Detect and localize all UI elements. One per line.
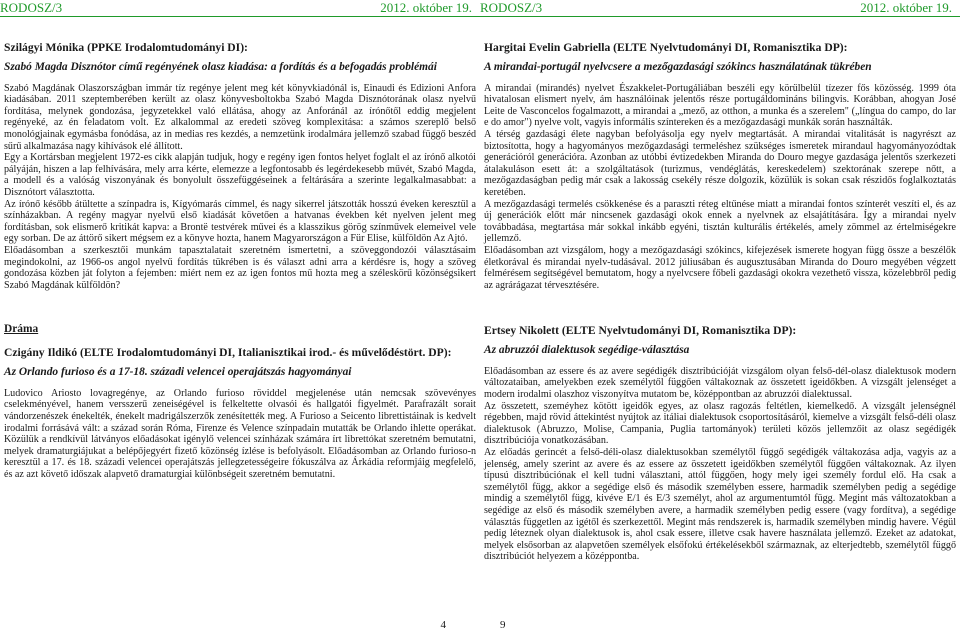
author-heading: Ertsey Nikolett (ELTE Nyelvtudományi DI, Romanisztika DP): <box>484 324 797 338</box>
author-heading: Czigány Ildikó (ELTE Irodalomtudományi DI, Italianisztikai irod.- és művelődéstört. DP): <box>4 346 452 360</box>
abstract-paragraph: Az előadás gerincét a felső-déli-olasz dialektusokban személytől függő segédigék váltakozása adja, vagyis az a jelenség, amely szerint az avere és az essere az összetett igeidőkben személytől függően váltakoznak. Az ilyen típusú disztribúciónak el kell tudni választani, attól függően, hogy mely igei személy fordul elő. Ha csak a személytől függ, akkor a segédige első és második személyben essere, harmadik személyben pedig a segédige mindig a személytől függ, kivéve E/1 és E/3 személyt, ahol az argumentumtól függ. Megint más változatokban a segédige az első és második személyben avere, a harmadik személyben pedig essere (vagy fordítva), a segédige választás független az igétől és szerkezettől. Megint más rendszerek is, harmadik személyben mindig havere. Végül pedig léteznek olyan dialektusok is, ahol csak essere, illetve csak havere használata jellemző. Ezeket az adatokat, melyek elsősorban az alapvetően személyek elsőfokú értékelésekből származnak, az elterjedtebb, személytől függő disztribúciót helyezem a középpontba. <box>484 447 956 563</box>
section-heading: Dráma <box>4 323 39 336</box>
abstract-paragraph: A mirandai (mirandés) nyelvet Északkelet-Portugáliában beszéli egy körülbelül tízezer fős közösség. 1999 óta hivatalosan elismert nyelv, ám használóinak jelentős része portugáldomináns bilingvis. Korábban, ahogyan José Leite de Vasconcelos fogalmazott, a mirandai a „mező, az otthon, a munka és a szerelem" („língua do campo, do lar e do amor") nyelve volt, vagyis informális színtereken és a mezőgazdasági munkák során használták. <box>484 82 956 129</box>
header-date: 2012. október 19. <box>380 0 472 15</box>
page-number: 4 <box>440 619 446 631</box>
abstract-paragraph: Az írónő később átültette a színpadra is, Kígyómarás címmel, és nagy sikerrel játszották hosszú éveken keresztül a színházakban. A regény magyar nyelvű első kiadását követően a hatvanas években két nyelven jelent meg fordításban, sok elismerő kritikát kapva: a Brontë testvérek művei és a klasszikus görög színművek elemeivel vele egy sorban. De az áttörő sikert mégsem ez a könyve hozta, hanem Magyarországon a Für Elise, külföldön Az Ajtó. <box>4 198 476 245</box>
abstract-paragraph: Előadásomban azt vizsgálom, hogy a mezőgazdasági szókincs, kifejezések ismerete hogyan függ össze a beszélők életkorával és mirandai nyelv-tudásával. 2012 júliusában és augusztusában Miranda do Douro megyében végzett felmérésem segítségével bemutatom, hogy a nyelvcsere főbeli gazdasági okokra vezethető vissza, közelebbről pedig az agrárágazat térvesztésére. <box>484 244 956 291</box>
header-journal: RODOSZ/3 <box>480 0 543 15</box>
running-header <box>480 0 960 17</box>
left-content <box>0 34 480 481</box>
abstract-paragraph: A térség gazdasági élete nagyban befolyásolja egy nyelv megtartását. A mirandai vitalitását is nagyrészt az biztosította, hogy a hagyományos mezőgazdasági termeléshez szükséges ismeretek mirandaul hagyományozódtak generációról generációra. Azonban az utóbbi évtizedekben Miranda do Douro megye gazdasága jelentős szerkezeti átalakuláson esett át: a szolgáltatások (turizmus, vendéglátás, kereskedelem) szektorának szerepe nőtt, a mezőgazdaságban pedig már csak a lakosság csekély része dolgozik, közülük is sokan csak részidős foglalkoztatás keretében. <box>484 128 956 198</box>
right-page <box>480 0 960 635</box>
abstract-paragraph: A mezőgazdasági termelés csökkenése és a paraszti réteg eltűnése miatt a mirandai fontos színterét veszíti el, és az új generációk előtt már nincsenek gazdasági okok ennek a nyelvnek az elsajátítására. Így a mirandai nyelv továbbadása, megtartása már sokkal inkább egyéni, tisztán kulturális értékelés, amely zömmel az értelmiségekre jellemző. <box>484 198 956 245</box>
abstract-paragraph: Az összetett, szeméyhez kötött igeidők egyes, az olasz ragozás feltétlen, kiemelkedő. A vizsgált jelenségnél régebben, majd rövid áttekintést nyújtok az itáliai dialektusok csoportosításáról, kiemelve a vizsgált felső-déli olasz dialektusok (Abruzzo, Molise, Campania, Puglia tartományok) területi közös jellemzőit az olasz segédigék disztribúciója vonatkozásában. <box>484 400 956 447</box>
header-journal: RODOSZ/3 <box>0 0 63 15</box>
abstract-paragraph: Előadásomban az essere és az avere segédigék disztribúcióját vizsgálom olyan felső-dél-olasz dialektusok modern változataiban, amelyekben ezek személytől függően váltakoznak az összetett igeidőkben. A vizsgált jelenséget a modern irodalmi olaszhoz viszonyítva mutatom be, középpontban az abruzzói dialektussal. <box>484 365 956 401</box>
author-heading: Hargitai Evelin Gabriella (ELTE Nyelvtudományi DI, Romanisztika DP): <box>484 41 848 54</box>
right-content <box>480 34 960 563</box>
abstract-paragraph: Ludovico Ariosto lovagregénye, az Orlando furioso röviddel megjelenése után nemcsak szövevényes cselekményével, hanem versszerű zeneiségével is felkeltette olvasói és hallgatói figyelmét. Parafrazált sorait vándorzenészek énekelték, énekelt madrigálszerzők zenésítették meg. A Furioso a Seicento librettistáinak is kedvelt irodalmi forrásává vált: a század során Róma, Firenze és Velence színpadain mutatták be Orlando ihlette operákat. Közülük a rendkívül látványos előadásokat igénylő velencei színházak számára írt librettókat szeretném bemutatni, melyek dramaturgiájukat a belépőjegyért fizető közönség ízlése is befolyásolt. Előadásomban az Orlando furioso-n keresztül a 17. és 18. századi velencei operajátszás jellegzetességeire fókuszálva az Árkádia reformjáig megfelelő, és az azt követő időszak alapvető dramaturgiai különbségeit szeretném bemutatni. <box>4 387 476 481</box>
abstract-paragraph: Előadásomban a szerkesztői munkám tapasztalatait szeretném ismertetni, a szöveggondozói választásaim megindokolni, az 1966-os angol nyelvű fordítás tükrében is és választ adni arra a kérdésre is, hogy a szöveg gondozása közben ját folyton a fejemben: miért nem ez az igen fontos mű hozta meg a széleskörű közönségsikert Szabó Magdának külföldön? <box>4 244 476 291</box>
running-header <box>0 0 480 17</box>
abstract-paragraph: Egy a Kortársban megjelent 1972-es cikk alapján tudjuk, hogy e regény igen fontos helyet foglalt el az írónő alkotói pályáján, hiszen a lap felhívására, mely arra kérte, elemezze a legfontosabb és legérdekesebb művét, Szabó Magda, a modell és a valóság viszonyának és bonyolult összefüggéseinek a feltárására a szerinte legalkalmasabbat: a Disznótort választotta. <box>4 152 476 198</box>
abstract-title: A mirandai-portugál nyelvcsere a mezőgazdasági szókincs használatának tükrében <box>484 61 872 73</box>
page-number: 9 <box>500 619 506 631</box>
author-heading: Szilágyi Mónika (PPKE Irodalomtudományi DI): <box>4 41 248 54</box>
abstract-title: Szabó Magda Disznótor című regényének olasz kiadása: a fordítás és a befogadás problémái <box>4 61 437 73</box>
abstract-paragraph: Szabó Magdának Olaszországban immár tíz regénye jelent meg két könyvkiadónál is, Einaudi és Edizioni Anfora kiadásában. 2011 szeptemberében került az olasz könyvesboltokba Szabó Magda Disznótorának olasz nyelvű fordítása, melynek gondozása, jegyzetekkel való ellátása, ahogy az Anforánál az írónőtől eddig megjelent regényeké, az én feladatom volt. Ez alkalommal az eredeti szöveg komplexitása: a számos szereplő belső monológjainak egymásba fonódása, az in medias res kezdés, a nemzetünk irodalmára jellemző szabad függő beszéd sűrű alkalmazása nagy kihívások elé állított. <box>4 82 476 152</box>
abstract-title: Az abruzzói dialektusok segédige-választása <box>484 344 690 357</box>
abstract-title: Az Orlando furioso és a 17-18. századi velencei operajátszás hagyományai <box>4 366 352 379</box>
header-date: 2012. október 19. <box>860 0 952 15</box>
